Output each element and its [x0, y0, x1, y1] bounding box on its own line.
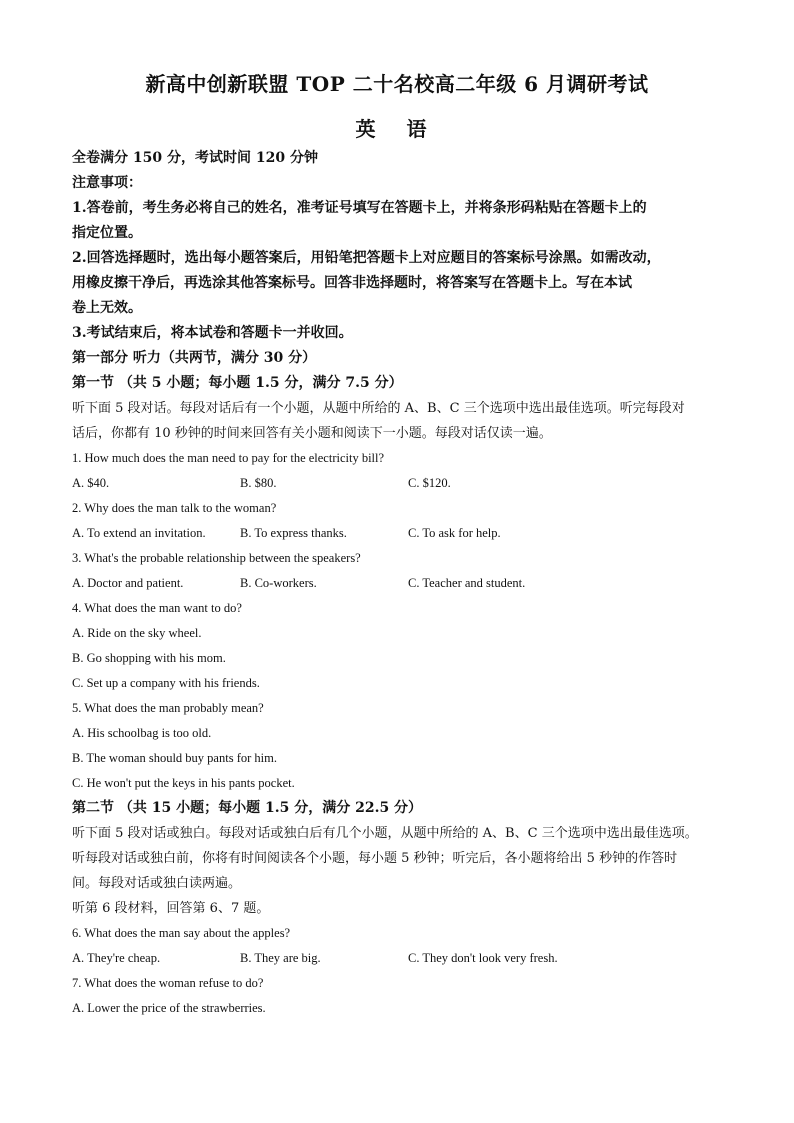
notice-item-2-line-2: 用橡皮擦干净后，再选涂其他答案标号。回答非选择题时，将答案写在答题卡上。写在本试	[72, 275, 632, 291]
option-b: B. They are big.	[240, 951, 321, 965]
notice-item-3: 3.考试结束后，将本试卷和答题卡一并收回。	[72, 325, 353, 341]
option-c: C. To ask for help.	[408, 526, 501, 540]
question-5-option-c: C. He won't put the keys in his pants pocket.	[72, 776, 295, 790]
section2-direction-line-1: 听下面 5 段对话或独白。每段对话或独白后有几个小题，从题中所给的 A、B、C 三个选项中选出最佳选项。	[72, 826, 698, 841]
question-4-stem: 4. What does the man want to do?	[72, 601, 242, 615]
notice-heading: 注意事项：	[72, 175, 142, 191]
exam-title: 新高中创新联盟 TOP 二十名校高二年级 6 月调研考试	[145, 72, 649, 96]
exam-subject: 英 语	[355, 117, 439, 141]
section1-direction-line-2: 话后，你都有 10 秒钟的时间来回答有关小题和阅读下一小题。每段对话仅读一遍。	[72, 426, 552, 441]
section2-heading: 第二节 （共 15 小题；每小题 1.5 分，满分 22.5 分）	[72, 800, 423, 816]
notice-item-2-line-3: 卷上无效。	[72, 300, 142, 316]
question-2-options	[72, 521, 728, 546]
option-a: A. They're cheap.	[72, 951, 161, 965]
option-c: C. They don't look very fresh.	[408, 951, 558, 965]
option-c: C. $120.	[408, 476, 451, 490]
question-4-option-b: B. Go shopping with his mom.	[72, 651, 226, 665]
question-6-options	[72, 946, 728, 971]
section2-direction-line-3: 间。每段对话或独白读两遍。	[72, 876, 242, 891]
question-6-stem: 6. What does the man say about the apples?	[72, 926, 291, 940]
question-1-options	[72, 471, 728, 496]
option-a: A. $40.	[72, 476, 110, 490]
question-5-stem: 5. What does the man probably mean?	[72, 701, 264, 715]
notice-item-1-line-2: 指定位置。	[72, 225, 142, 241]
section1-direction-line-1: 听下面 5 段对话。每段对话后有一个小题，从题中所给的 A、B、C 三个选项中选出最佳选项。听完每段对	[72, 401, 685, 416]
notice-item-2-line-1: 2.回答选择题时，选出每小题答案后，用铅笔把答题卡上对应题目的答案标号涂黑。如需改动，	[72, 250, 661, 266]
question-4-option-c: C. Set up a company with his friends.	[72, 676, 260, 690]
question-7-option-a: A. Lower the price of the strawberries.	[72, 1001, 266, 1015]
material-intro: 听第 6 段材料，回答第 6、7 题。	[72, 901, 270, 916]
question-7-stem: 7. What does the woman refuse to do?	[72, 976, 264, 990]
option-b: B. Co-workers.	[240, 576, 317, 590]
question-2-stem: 2. Why does the man talk to the woman?	[72, 501, 277, 515]
option-b: B. To express thanks.	[240, 526, 347, 540]
section2-direction-line-2: 听每段对话或独白前，你将有时间阅读各个小题，每小题 5 秒钟；听完后，各小题将给出 5 秒钟的作答时	[72, 851, 678, 866]
section1-heading: 第一节 （共 5 小题；每小题 1.5 分，满分 7.5 分）	[72, 375, 403, 391]
option-b: B. $80.	[240, 476, 277, 490]
notice-item-1-line-1: 1.答卷前，考生务必将自己的姓名，准考证号填写在答题卡上，并将条形码粘贴在答题卡上的	[72, 200, 647, 216]
question-3-options	[72, 571, 728, 596]
part1-heading: 第一部分 听力（共两节，满分 30 分）	[72, 350, 317, 366]
option-a: A. To extend an invitation.	[72, 526, 206, 540]
question-3-stem: 3. What's the probable relationship between the speakers?	[72, 551, 361, 565]
option-c: C. Teacher and student.	[408, 576, 526, 590]
question-5-option-b: B. The woman should buy pants for him.	[72, 751, 277, 765]
exam-content	[72, 146, 728, 1021]
question-1-stem: 1. How much does the man need to pay for the electricity bill?	[72, 451, 385, 465]
score-time: 全卷满分 150 分，考试时间 120 分钟	[72, 150, 318, 166]
question-5-option-a: A. His schoolbag is too old.	[72, 726, 212, 740]
question-4-option-a: A. Ride on the sky wheel.	[72, 626, 202, 640]
option-a: A. Doctor and patient.	[72, 576, 184, 590]
